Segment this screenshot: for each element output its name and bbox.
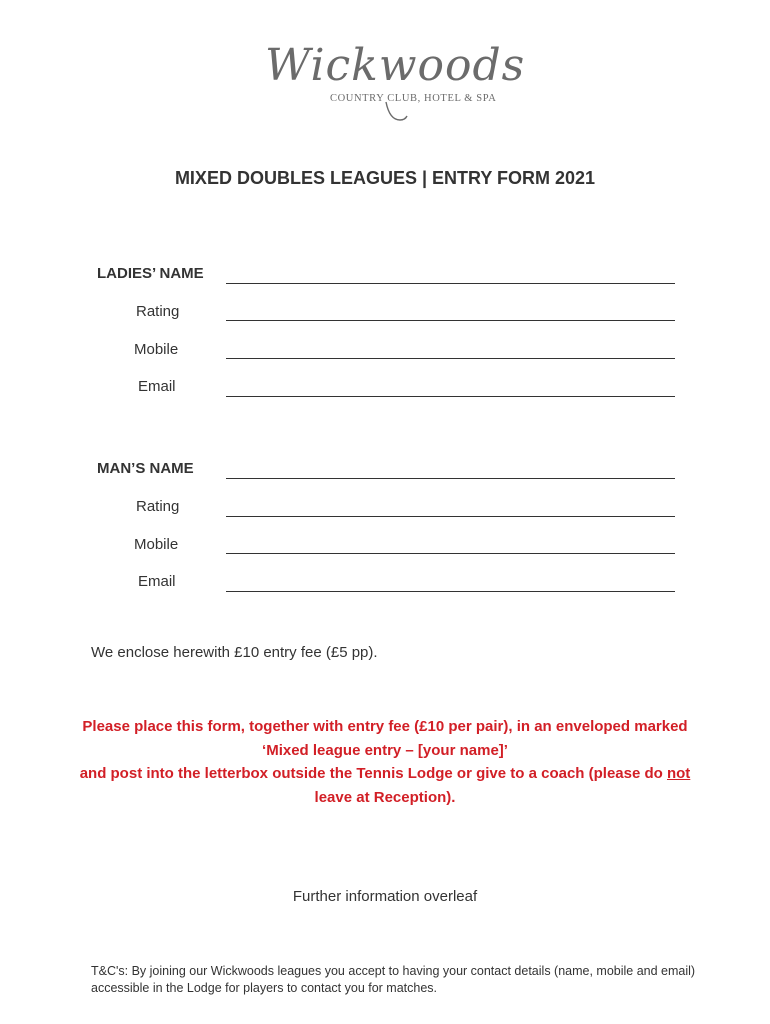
ladies-email-label: Email [138, 378, 176, 395]
entry-fee-statement: We enclose herewith £10 entry fee (£5 pp). [91, 644, 378, 661]
further-information: Further information overleaf [292, 888, 478, 905]
man-mobile-label: Mobile [134, 536, 179, 553]
submission-notice [0, 715, 770, 809]
ladies-rating-label: Rating [136, 303, 180, 320]
man-name-field[interactable] [226, 478, 675, 479]
notice-underlined-not: not [666, 765, 691, 782]
notice-line-3 [0, 762, 770, 786]
ladies-mobile-field[interactable] [226, 358, 675, 359]
man-rating-field[interactable] [226, 516, 675, 517]
terms-and-conditions: T&C's: By joining our Wickwoods leagues you accept to having your contact details (name, mobile and email) accessible in the Lodge for players to contact you for matches. [91, 964, 696, 995]
ladies-mobile-label: Mobile [134, 341, 179, 358]
man-name-label: MAN’S NAME [97, 460, 194, 477]
notice-line-2: ‘Mixed league entry – [your name]’ [262, 741, 508, 759]
ladies-rating-field[interactable] [226, 320, 675, 321]
ladies-name-label: LADIES’ NAME [97, 265, 204, 282]
ladies-name-field[interactable] [226, 283, 675, 284]
logo-script-text: Wickwoods [265, 40, 526, 91]
notice-line-3-text: and post into the letterbox outside the Tennis Lodge or give to a coach (please do [79, 765, 667, 782]
man-email-label: Email [138, 573, 176, 590]
man-mobile-field[interactable] [226, 553, 675, 554]
man-rating-label: Rating [136, 498, 180, 515]
man-email-field[interactable] [226, 591, 675, 592]
notice-line-4: leave at Reception). [314, 788, 456, 806]
logo-subtitle: COUNTRY CLUB, HOTEL & SPA [330, 93, 497, 104]
ladies-email-field[interactable] [226, 396, 675, 397]
notice-line-1: Please place this form, together with entry fee (£10 per pair), in an enveloped marked [82, 718, 688, 735]
logo-flourish-icon [380, 98, 410, 124]
wickwoods-logo [0, 36, 770, 126]
form-title: MIXED DOUBLES LEAGUES | ENTRY FORM 2021 [174, 168, 596, 188]
